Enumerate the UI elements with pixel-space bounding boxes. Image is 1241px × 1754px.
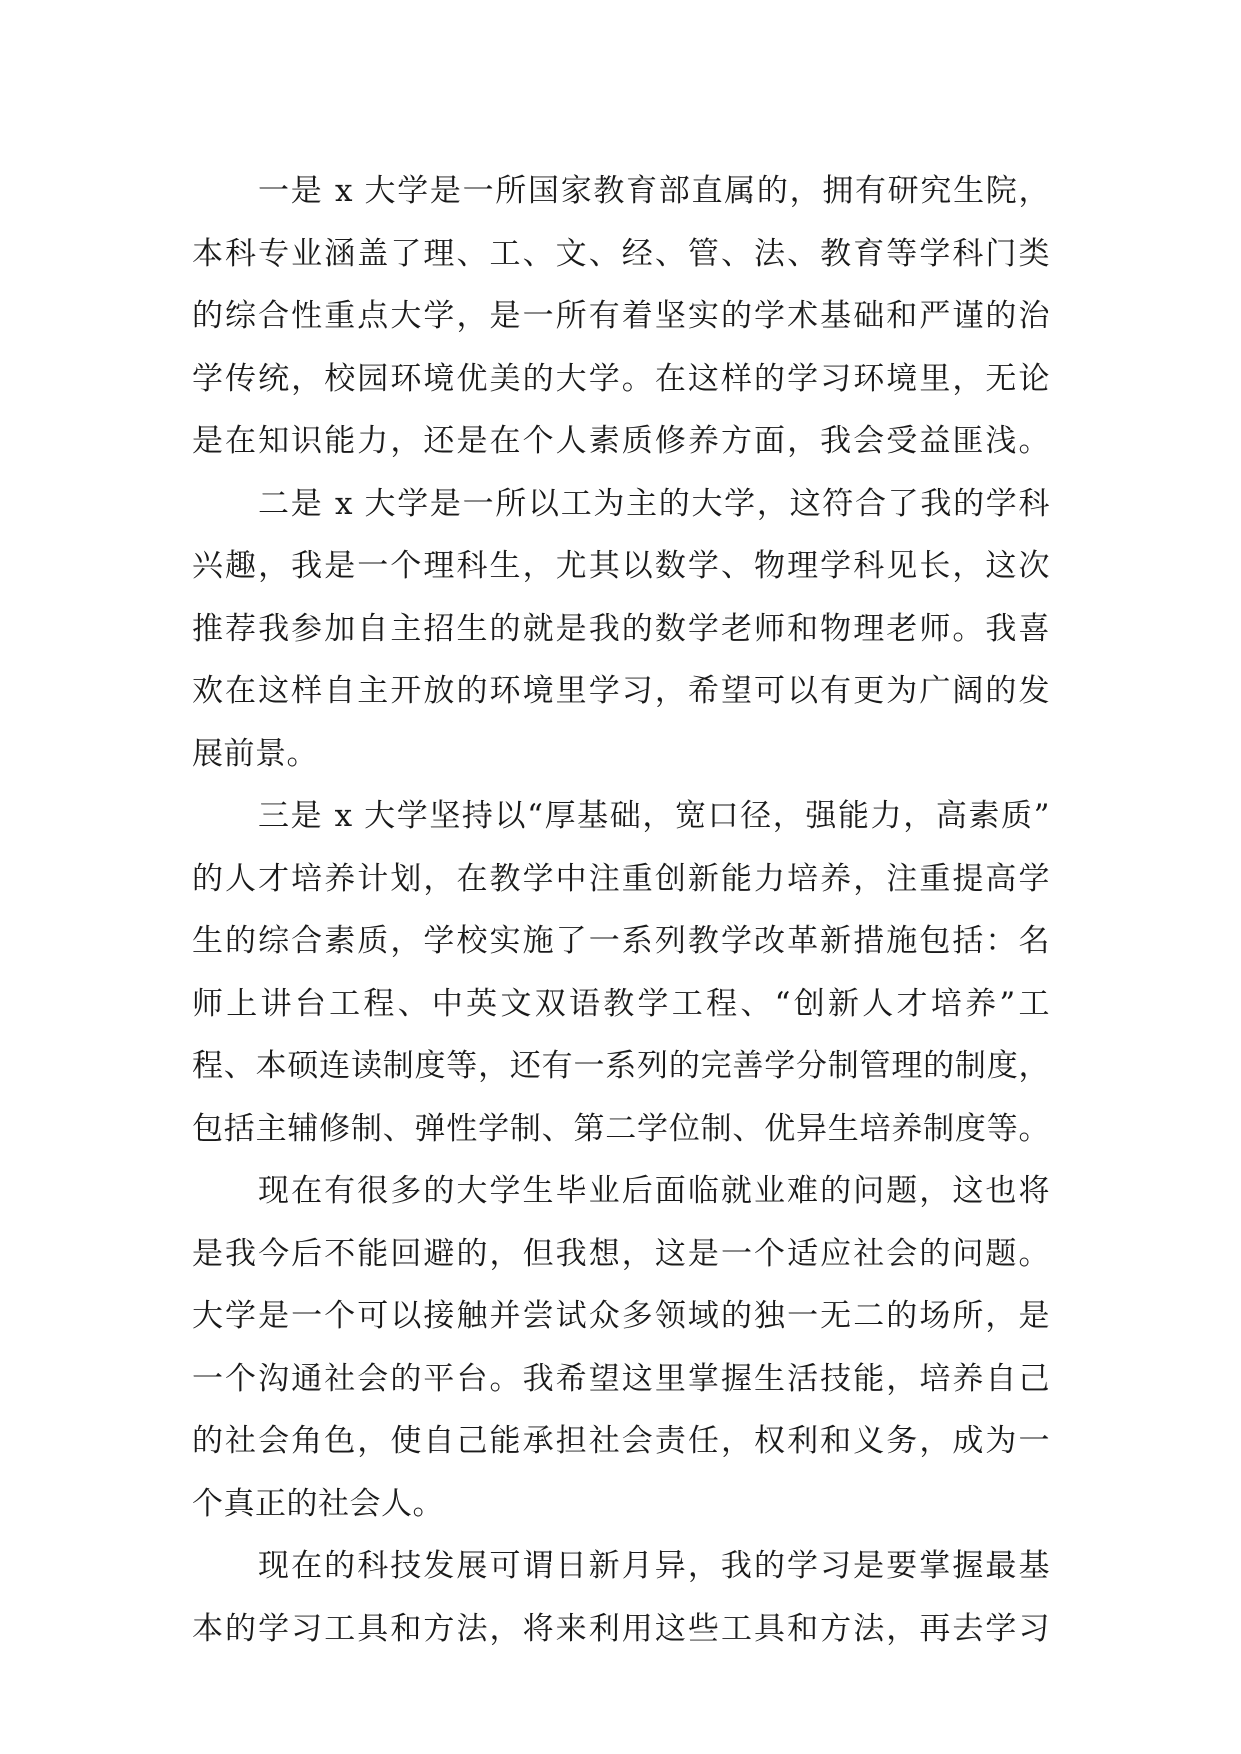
- paragraph-line: 现在的科技发展可谓日新月异，我的学习是要掌握最基: [258, 1548, 1050, 1584]
- paragraph-line: 大学是一个可以接触并尝试众多领域的独一无二的场所，是: [192, 1298, 1050, 1334]
- paragraph-line: 三是 x 大学坚持以“厚基础，宽口径，强能力，高素质”: [258, 798, 1050, 834]
- paragraph-line: 本的学习工具和方法，将来利用这些工具和方法，再去学习: [192, 1610, 1050, 1647]
- paragraph-1: [192, 160, 1050, 473]
- paragraph-line: 兴趣，我是一个理科生，尤其以数学、物理学科见长，这次: [192, 548, 1050, 584]
- paragraph-line: 欢在这样自主开放的环境里学习，希望可以有更为广阔的发: [192, 673, 1050, 709]
- paragraph-line: 师上讲台工程、中英文双语教学工程、“创新人才培养”工: [192, 985, 1050, 1022]
- paragraph-line: 的人才培养计划，在教学中注重创新能力培养，注重提高学: [192, 860, 1050, 897]
- paragraph-line: 生的综合素质，学校实施了一系列教学改革新措施包括：名: [192, 923, 1050, 959]
- paragraph-line: 学传统，校园环境优美的大学。在这样的学习环境里，无论: [192, 360, 1050, 397]
- paragraph-4: [192, 1160, 1050, 1535]
- paragraph-line: 包括主辅修制、弹性学制、第二学位制、优异生培养制度等。: [192, 1110, 1050, 1147]
- paragraph-line: 的综合性重点大学，是一所有着坚实的学术基础和严谨的治: [192, 298, 1050, 334]
- paragraph-line: 一个沟通社会的平台。我希望这里掌握生活技能，培养自己: [192, 1360, 1050, 1397]
- paragraph-line: 二是 x 大学是一所以工为主的大学，这符合了我的学科: [258, 485, 1050, 522]
- document-body: [192, 160, 1050, 1660]
- paragraph-line: 展前景。: [192, 735, 318, 772]
- paragraph-line: 个真正的社会人。: [192, 1485, 444, 1522]
- paragraph-line: 现在有很多的大学生毕业后面临就业难的问题，这也将: [258, 1173, 1050, 1209]
- paragraph-line: 本科专业涵盖了理、工、文、经、管、法、教育等学科门类: [192, 235, 1050, 272]
- paragraph-line: 推荐我参加自主招生的就是我的数学老师和物理老师。我喜: [192, 610, 1050, 647]
- paragraph-line: 是在知识能力，还是在个人素质修养方面，我会受益匪浅。: [192, 423, 1050, 459]
- paragraph-5: [192, 1535, 1050, 1660]
- paragraph-2: [192, 473, 1050, 786]
- paragraph-line: 程、本硕连读制度等，还有一系列的完善学分制管理的制度，: [192, 1048, 1050, 1084]
- paragraph-line: 的社会角色，使自己能承担社会责任，权利和义务，成为一: [192, 1423, 1050, 1459]
- paragraph-line: 是我今后不能回避的，但我想，这是一个适应社会的问题。: [192, 1235, 1050, 1272]
- paragraph-3: [192, 785, 1050, 1160]
- paragraph-line: 一是 x 大学是一所国家教育部直属的，拥有研究生院，: [258, 173, 1050, 209]
